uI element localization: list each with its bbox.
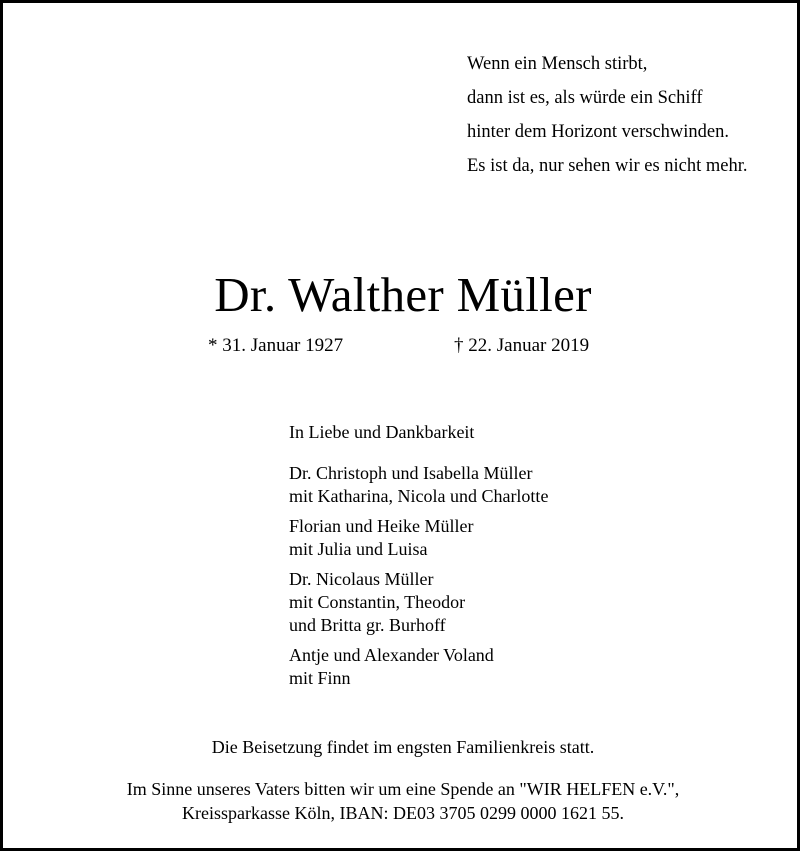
mourner-line: mit Finn [289, 668, 351, 688]
mourner-group [289, 462, 548, 508]
donation-line: Kreissparkasse Köln, IBAN: DE03 3705 0299 0000 1621 55. [182, 803, 624, 823]
mourner-line: mit Julia und Luisa [289, 539, 428, 559]
mourner-group [289, 644, 548, 690]
mourner-line: Florian und Heike Müller [289, 516, 474, 536]
deceased-name: Dr. Walther Müller [214, 267, 592, 322]
burial-note: Die Beisetzung findet im engsten Familienkreis statt. [211, 737, 595, 757]
mourners-intro: In Liebe und Dankbarkeit [289, 422, 475, 442]
donation-line: Im Sinne unseres Vaters bitten wir um eine Spende an "WIR HELFEN e.V.", [126, 779, 680, 799]
mourner-line: Antje und Alexander Voland [289, 645, 494, 665]
poem-line: hinter dem Horizont verschwinden. [467, 122, 730, 142]
mourner-line: Dr. Nicolaus Müller [289, 569, 434, 589]
poem-line: dann ist es, als würde ein Schiff [467, 88, 703, 108]
mourner-group [289, 568, 548, 637]
poem-line: Wenn ein Mensch stirbt, [467, 54, 648, 74]
mourners-list [289, 421, 548, 697]
mourner-group [289, 515, 548, 561]
poem-line: Es ist da, nur sehen wir es nicht mehr. [467, 156, 748, 176]
mourner-line: und Britta gr. Burhoff [289, 615, 446, 635]
mourner-line: mit Constantin, Theodor [289, 592, 466, 612]
death-date: † 22. Januar 2019 [454, 335, 590, 356]
birth-date: * 31. Januar 1927 [208, 335, 344, 356]
mourner-line: Dr. Christoph und Isabella Müller [289, 463, 533, 483]
mourner-line: mit Katharina, Nicola und Charlotte [289, 486, 549, 506]
donation-note [3, 777, 800, 825]
memorial-poem [467, 47, 748, 183]
